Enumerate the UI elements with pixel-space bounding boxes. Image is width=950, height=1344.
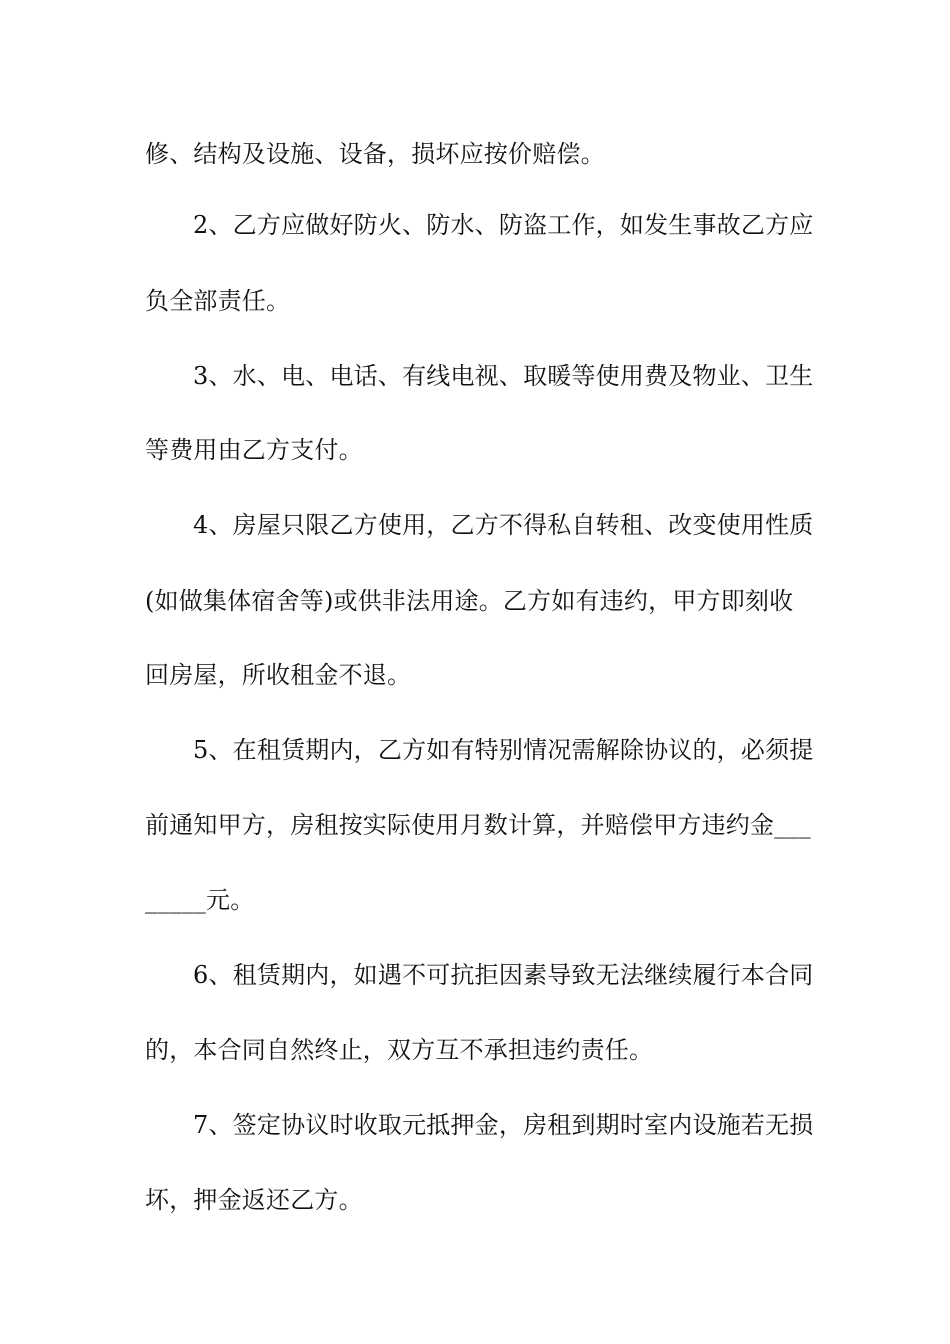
- text-line: 坏，押金返还乙方。: [145, 1186, 363, 1214]
- text-line: (如做集体宿舍等)或供非法用途。乙方如有违约，甲方即刻收: [145, 587, 794, 615]
- text-line: 负全部责任。: [145, 287, 291, 315]
- text-line: 修、结构及设施、设备，损坏应按价赔偿。: [145, 140, 605, 168]
- text-line: 4、房屋只限乙方使用，乙方不得私自转租、改变使用性质: [193, 511, 814, 539]
- text-line: 前通知甲方，房租按实际使用月数计算，并赔偿甲方违约金___: [145, 811, 811, 839]
- text-line: 回房屋，所收租金不退。: [145, 661, 412, 689]
- text-line: 等费用由乙方支付。: [145, 436, 363, 464]
- text-line: 3、水、电、电话、有线电视、取暖等使用费及物业、卫生: [193, 362, 814, 390]
- text-line: _____元。: [145, 886, 255, 914]
- text-line: 2、乙方应做好防火、防水、防盗工作，如发生事故乙方应: [193, 211, 814, 239]
- text-line: 5、在租赁期内，乙方如有特别情况需解除协议的，必须提: [193, 736, 814, 764]
- text-line: 7、签定协议时收取元抵押金，房租到期时室内设施若无损: [193, 1111, 814, 1139]
- text-line: 6、租赁期内，如遇不可抗拒因素导致无法继续履行本合同: [193, 961, 814, 989]
- text-line: 的，本合同自然终止，双方互不承担违约责任。: [145, 1036, 654, 1064]
